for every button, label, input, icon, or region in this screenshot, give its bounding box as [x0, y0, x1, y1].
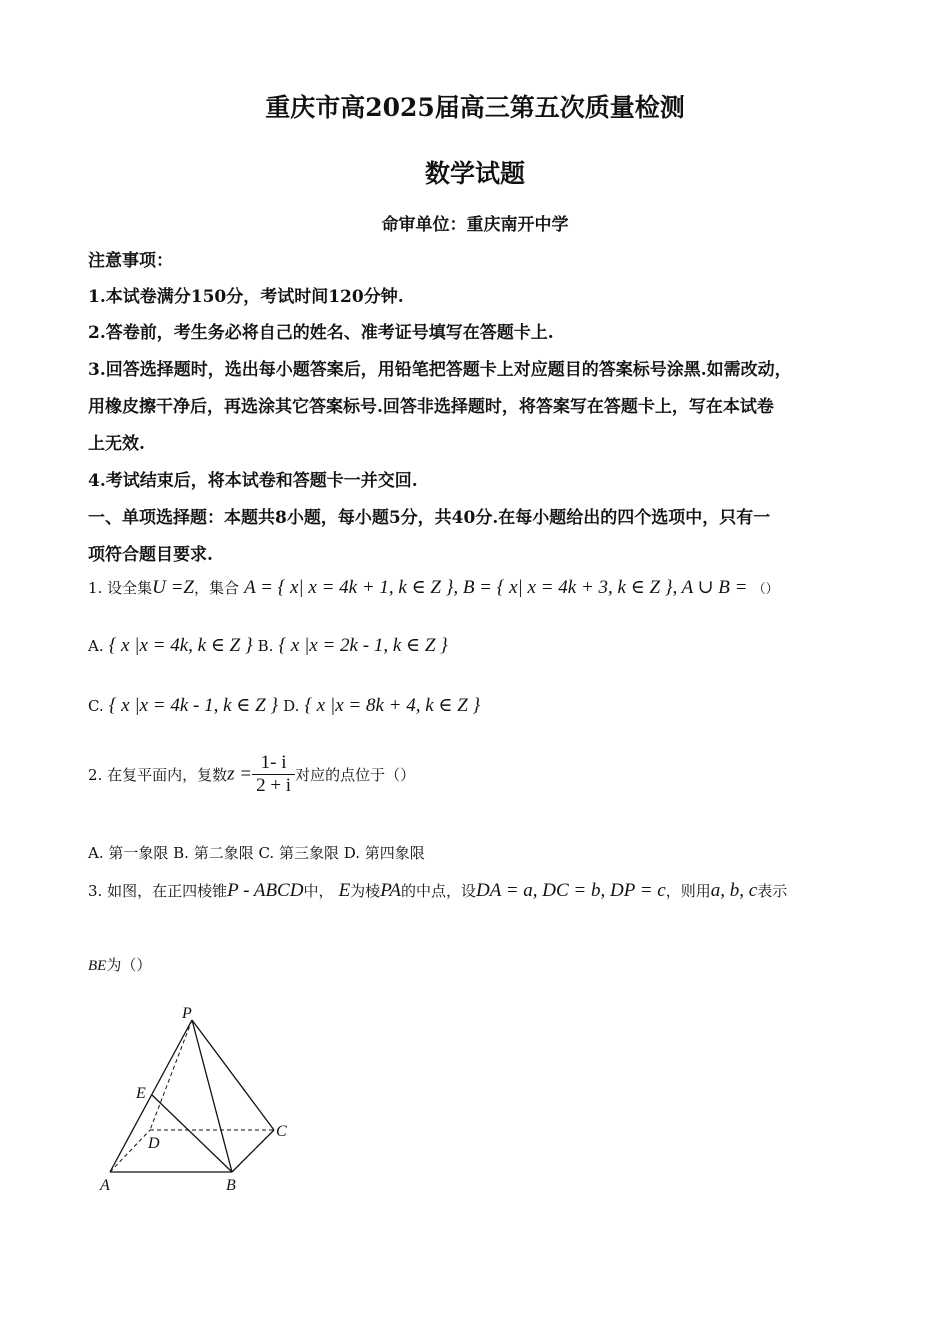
author-unit: 命审单位：重庆南开中学	[381, 215, 569, 235]
q2-fraction	[252, 752, 295, 797]
q1-prefix: 1. 设全集	[88, 579, 153, 597]
notes-heading: 注意事项：	[88, 251, 173, 271]
q3-text-3: 的中点，设	[400, 882, 476, 900]
label-p: P	[182, 1005, 192, 1022]
label-e: E	[136, 1085, 146, 1102]
q1-option-d-label: D.	[283, 697, 300, 715]
section-1-line-1: 一、单项选择题：本题共8小题，每小题5分，共40分.在每小题给出的四个选项中，只有一	[88, 508, 771, 528]
q3-abc: a, b, c	[710, 880, 758, 901]
q1-answer-paren: （）	[752, 582, 779, 597]
question-3	[88, 880, 787, 902]
note-3-line-2: 用橡皮擦干净后，再选涂其它答案标号.回答非选择题时，将答案写在答题卡上，写在本试卷	[88, 397, 774, 417]
note-3-line-1: 3.回答选择题时，选出每小题答案后，用铅笔把答题卡上对应题目的答案标号涂黑.如需改动，	[88, 360, 792, 380]
q2-z: z =	[227, 763, 253, 785]
edge-pb	[192, 1020, 232, 1172]
q3-pyramid: P - ABCD	[227, 880, 304, 901]
note-4: 4.考试结束后，将本试卷和答题卡一并交回.	[88, 471, 418, 491]
q1-universal-set: U =Z	[152, 577, 194, 598]
q3-text-2: 为棱	[350, 882, 381, 900]
q3-text-6: 为（）	[106, 956, 152, 974]
edge-pc	[192, 1020, 274, 1130]
q1-option-a-label: A.	[88, 637, 104, 655]
edge-bc	[232, 1130, 274, 1172]
q1-mid: ，集合	[193, 579, 239, 597]
q3-prefix: 3. 如图，在正四棱锥	[88, 882, 228, 900]
q1-union: , A ∪ B =	[672, 577, 748, 598]
q1-options-ab	[88, 634, 448, 657]
exam-title: 重庆市高2025届高三第五次质量检测	[265, 93, 685, 122]
q1-option-b: { x |x = 2k - 1, k ∈ Z }	[278, 635, 448, 656]
label-b: B	[226, 1177, 236, 1194]
q3-point-e: E	[338, 880, 351, 901]
q3-text-1: 中，	[303, 882, 334, 900]
q1-option-a: { x |x = 4k, k ∈ Z }	[108, 635, 253, 656]
edge-ad-hidden	[110, 1130, 150, 1172]
label-a: A	[100, 1177, 110, 1194]
q3-edge-pa: PA	[380, 880, 401, 901]
note-2: 2.答卷前，考生务必将自己的姓名、准考证号填写在答题卡上.	[88, 323, 554, 343]
q1-option-b-label: B.	[257, 637, 274, 655]
q2-denominator: 2 + i	[256, 775, 292, 796]
section-1-line-2: 项符合题目要求.	[88, 545, 213, 565]
q3-line-2	[88, 954, 151, 975]
q1-option-c-label: C.	[88, 697, 104, 715]
q2-prefix: 2. 在复平面内，复数	[88, 766, 228, 784]
q1-options-cd	[88, 694, 480, 717]
subject-title: 数学试题	[424, 159, 525, 188]
q1-set-a: A = { x| x = 4k + 1, k ∈ Z }	[244, 577, 454, 598]
note-1: 1.本试卷满分150分，考试时间120分钟.	[88, 287, 404, 307]
question-2	[88, 752, 415, 797]
pyramid-figure	[90, 1000, 310, 1200]
q3-vectors: DA = a, DC = b, DP = c	[475, 880, 666, 901]
q3-vector-be: BE	[88, 958, 107, 974]
segment-eb	[152, 1095, 232, 1172]
q2-suffix: 对应的点位于（）	[295, 766, 416, 784]
q3-text-4: ，则用	[665, 882, 711, 900]
note-3-line-3: 上无效.	[88, 434, 145, 454]
q2-numerator: 1- i	[252, 752, 295, 775]
question-1	[88, 576, 779, 599]
q1-set-b: , B = { x| x = 4k + 3, k ∈ Z }	[453, 577, 673, 598]
q1-option-c: { x |x = 4k - 1, k ∈ Z }	[108, 695, 278, 716]
label-c: C	[276, 1123, 287, 1140]
q3-text-5: 表示	[757, 882, 788, 900]
label-d: D	[148, 1135, 160, 1152]
q1-option-d: { x |x = 8k + 4, k ∈ Z }	[304, 695, 481, 716]
q2-options: A. 第一象限 B. 第二象限 C. 第三象限 D. 第四象限	[88, 844, 425, 862]
